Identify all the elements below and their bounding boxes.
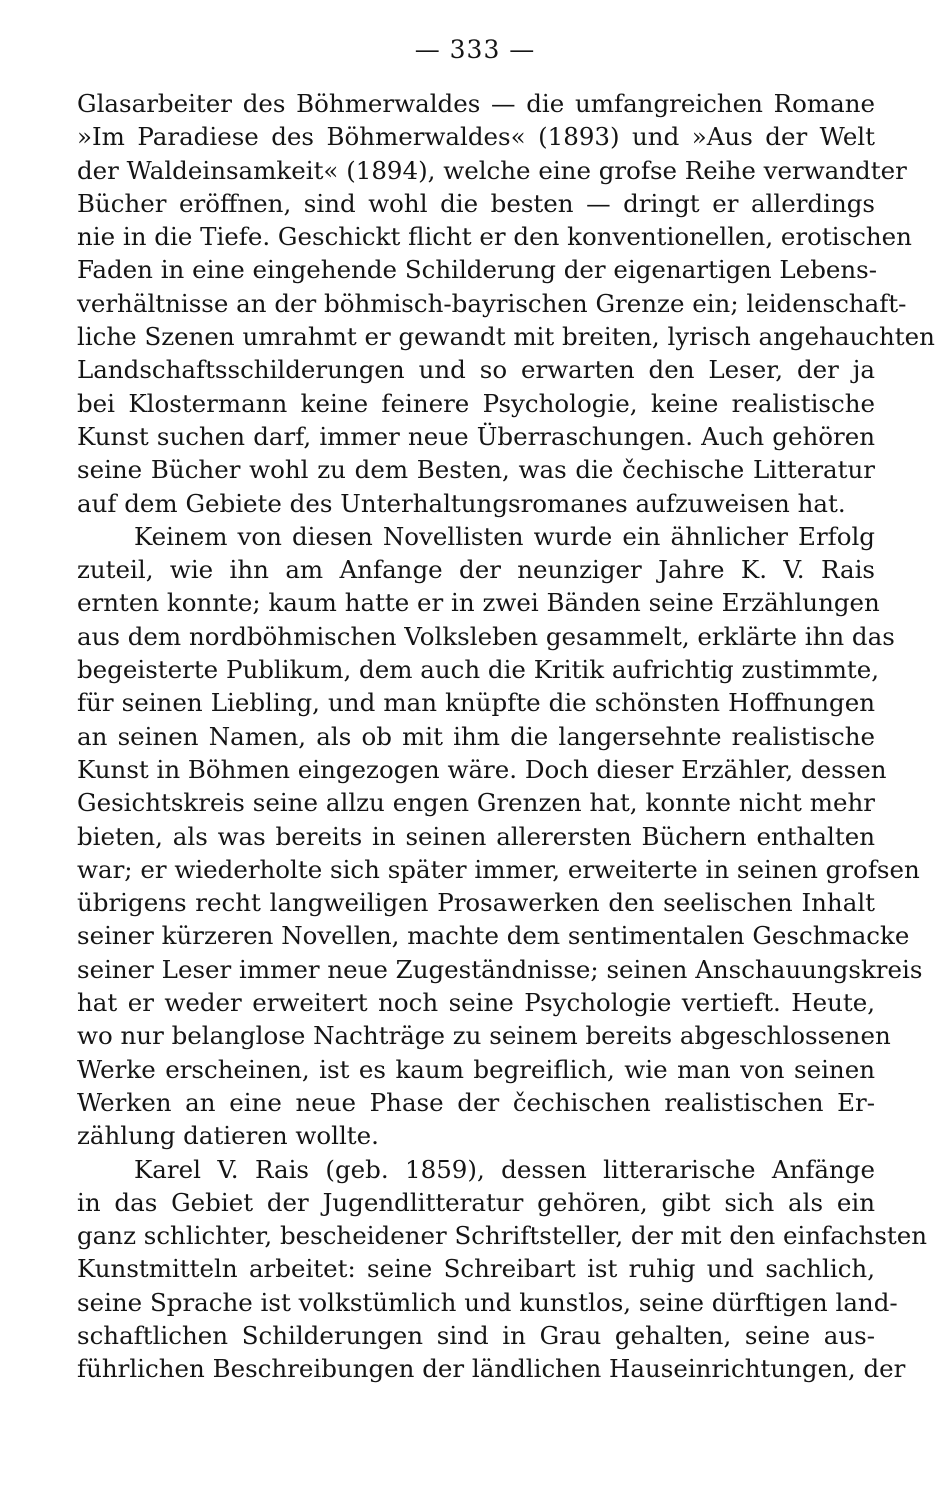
text-line: verhältnisse an der böhmisch-bayrischen Grenze ein; leidenschaft-: [77, 288, 907, 318]
text-line: Landschaftsschilderungen und so erwarten den Leser, der ja: [77, 355, 875, 385]
text-line: Werken an eine neue Phase der čechischen realistischen Er-: [77, 1087, 875, 1117]
paragraph-end-line: auf dem Gebiete des Unterhaltungsromanes aufzuweisen hat.: [77, 488, 846, 518]
text-line: an seinen Namen, als ob mit ihm die langersehnte realistische: [77, 721, 875, 751]
paragraph-first-line: Keinem von diesen Novellisten wurde ein ähnlicher Erfolg: [134, 521, 875, 551]
text-line: Kunst in Böhmen eingezogen wäre. Doch dieser Erzähler, dessen: [77, 754, 887, 784]
text-line: seine Bücher wohl zu dem Besten, was die čechische Litteratur: [77, 455, 875, 485]
text-line: ganz schlichter, bescheidener Schriftsteller, der mit den einfachsten: [77, 1221, 928, 1251]
text-line: Glasarbeiter des Böhmerwaldes — die umfangreichen Romane: [77, 89, 875, 118]
text-line: bei Klostermann keine feinere Psychologie, keine realistische: [77, 388, 875, 418]
text-line: Kunstmitteln arbeitet: seine Schreibart ist ruhig und sachlich,: [77, 1254, 875, 1284]
text-line: bieten, als was bereits in seinen allerersten Büchern enthalten: [77, 821, 875, 851]
text-line: führlichen Beschreibungen der ländlichen Hauseinrichtungen, der: [77, 1354, 906, 1384]
page-number: — 333 —: [414, 35, 536, 64]
text-line: Kunst suchen darf, immer neue Überraschungen. Auch gehören: [77, 421, 875, 451]
text-line: Faden in eine eingehende Schilderung der eigenartigen Lebens-: [77, 255, 878, 285]
text-line: »Im Paradiese des Böhmerwaldes« (1893) und »Aus der Welt: [77, 122, 875, 152]
text-line: für seinen Liebling, und man knüpfte die schönsten Hoffnungen: [77, 688, 875, 718]
paragraph-end-line: zählung datieren wollte.: [77, 1121, 379, 1151]
text-line: schaftlichen Schilderungen sind in Grau gehalten, seine aus-: [77, 1320, 875, 1350]
text-line: wo nur belanglose Nachträge zu seinem bereits abgeschlossenen: [77, 1021, 891, 1051]
text-line: liche Szenen umrahmt er gewandt mit breiten, lyrisch angehauchten: [77, 322, 935, 352]
text-line: übrigens recht langweiligen Prosawerken den seelischen Inhalt: [77, 888, 875, 918]
text-line: begeisterte Publikum, dem auch die Kritik aufrichtig zustimmte,: [77, 655, 880, 685]
text-line: seine Sprache ist volkstümlich und kunstlos, seine dürftigen land-: [77, 1287, 898, 1317]
text-line: hat er weder erweitert noch seine Psychologie vertieft. Heute,: [77, 988, 875, 1018]
text-line: in das Gebiet der Jugendlitteratur gehören, gibt sich als ein: [77, 1187, 875, 1217]
text-line: nie in die Tiefe. Geschickt flicht er den konventionellen, erotischen: [77, 222, 912, 252]
text-line: Werke erscheinen, ist es kaum begreiflich, wie man von seinen: [77, 1054, 875, 1084]
text-line: zuteil, wie ihn am Anfange der neunziger Jahre K. V. Rais: [77, 555, 875, 585]
text-line: aus dem nordböhmischen Volksleben gesammelt, erklärte ihn das: [77, 621, 895, 651]
body-text: [77, 87, 935, 1386]
text-line: war; er wiederholte sich später immer, erweiterte in seinen grofsen: [77, 854, 920, 884]
text-line: der Waldeinsamkeit« (1894), welche eine grofse Reihe verwandter: [77, 155, 907, 185]
text-line: Bücher eröffnen, sind wohl die besten — dringt er allerdings: [77, 188, 875, 218]
text-line: seiner kürzeren Novellen, machte dem sentimentalen Geschmacke: [77, 921, 910, 951]
text-line: Gesichtskreis seine allzu engen Grenzen hat, konnte nicht mehr: [77, 788, 875, 818]
text-line: ernten konnte; kaum hatte er in zwei Bänden seine Erzählungen: [77, 588, 880, 618]
text-line: seiner Leser immer neue Zugeständnisse; seinen Anschauungskreis: [77, 954, 923, 984]
paragraph-first-line: Karel V. Rais (geb. 1859), dessen litterarische Anfänge: [134, 1154, 875, 1184]
